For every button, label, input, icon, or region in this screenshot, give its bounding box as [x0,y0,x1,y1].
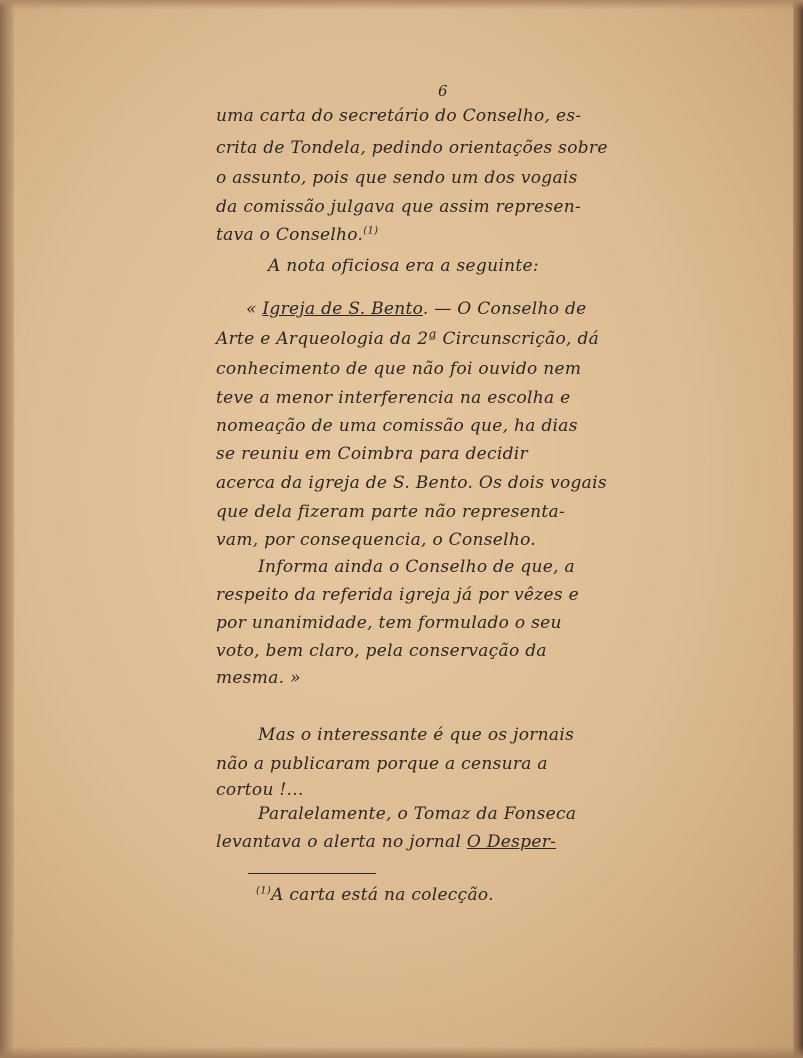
quote-line: mesma. » [216,668,301,688]
text-line: não a publicaram porque a censura a [216,754,548,774]
text-line: o assunto, pois que sendo um dos vogais [216,168,578,188]
quote-line: nomeação de uma comissão que, ha dias [216,416,578,436]
page-number: 6 [438,82,448,100]
quote-line: conhecimento de que não foi ouvido nem [216,359,582,379]
newspaper-title: O Desper- [466,832,557,852]
text-line [216,225,378,245]
quote-line: voto, bem claro, pela conservação da [216,641,547,661]
footnote-text: A carta está na colecção. [271,885,494,905]
text-line [216,832,556,852]
footnote-divider [248,873,376,874]
text-fragment: levantava o alerta no jornal [216,832,467,852]
text-line: Paralelamente, o Tomaz da Fonseca [258,804,577,824]
page-top-edge [0,0,803,10]
text-line: crita de Tondela, pedindo orientações sobre [216,138,608,158]
quote-line: que dela fizeram parte não representa- [216,502,566,522]
quote-line: vam, por consequencia, o Conselho. [216,530,537,550]
footnote-marker: (1) [363,225,379,237]
quote-line: respeito da referida igreja já por vêzes e [216,585,579,605]
text-fragment: . — O Conselho de [422,299,587,319]
page-bottom-edge [0,1046,803,1058]
footnote [256,885,494,905]
intro-line: A nota oficiosa era a seguinte: [268,256,539,276]
open-quote: « [246,299,257,319]
quote-first-line [246,299,587,319]
text-fragment: tava o Conselho. [216,225,364,245]
text-line: uma carta do secretário do Conselho, es- [216,106,582,126]
quote-line: Informa ainda o Conselho de que, a [258,557,575,577]
text-line: cortou !... [216,780,304,800]
quote-line: Arte e Arqueologia da 2ª Circunscrição, dá [216,329,600,349]
quote-line: teve a menor interferencia na escolha e [216,388,571,408]
quote-line: por unanimidade, tem formulado o seu [216,613,562,633]
quote-title: Igreja de S. Bento [262,299,423,319]
footnote-marker: (1) [256,885,272,897]
quote-line: se reuniu em Coimbra para decidir [216,444,528,464]
text-line: Mas o interessante é que os jornais [258,725,575,745]
page-right-edge [793,0,803,1058]
page-left-edge [0,0,14,1058]
quote-line: acerca da igreja de S. Bento. Os dois vogais [216,473,607,493]
text-line: da comissão julgava que assim represen- [216,197,582,217]
